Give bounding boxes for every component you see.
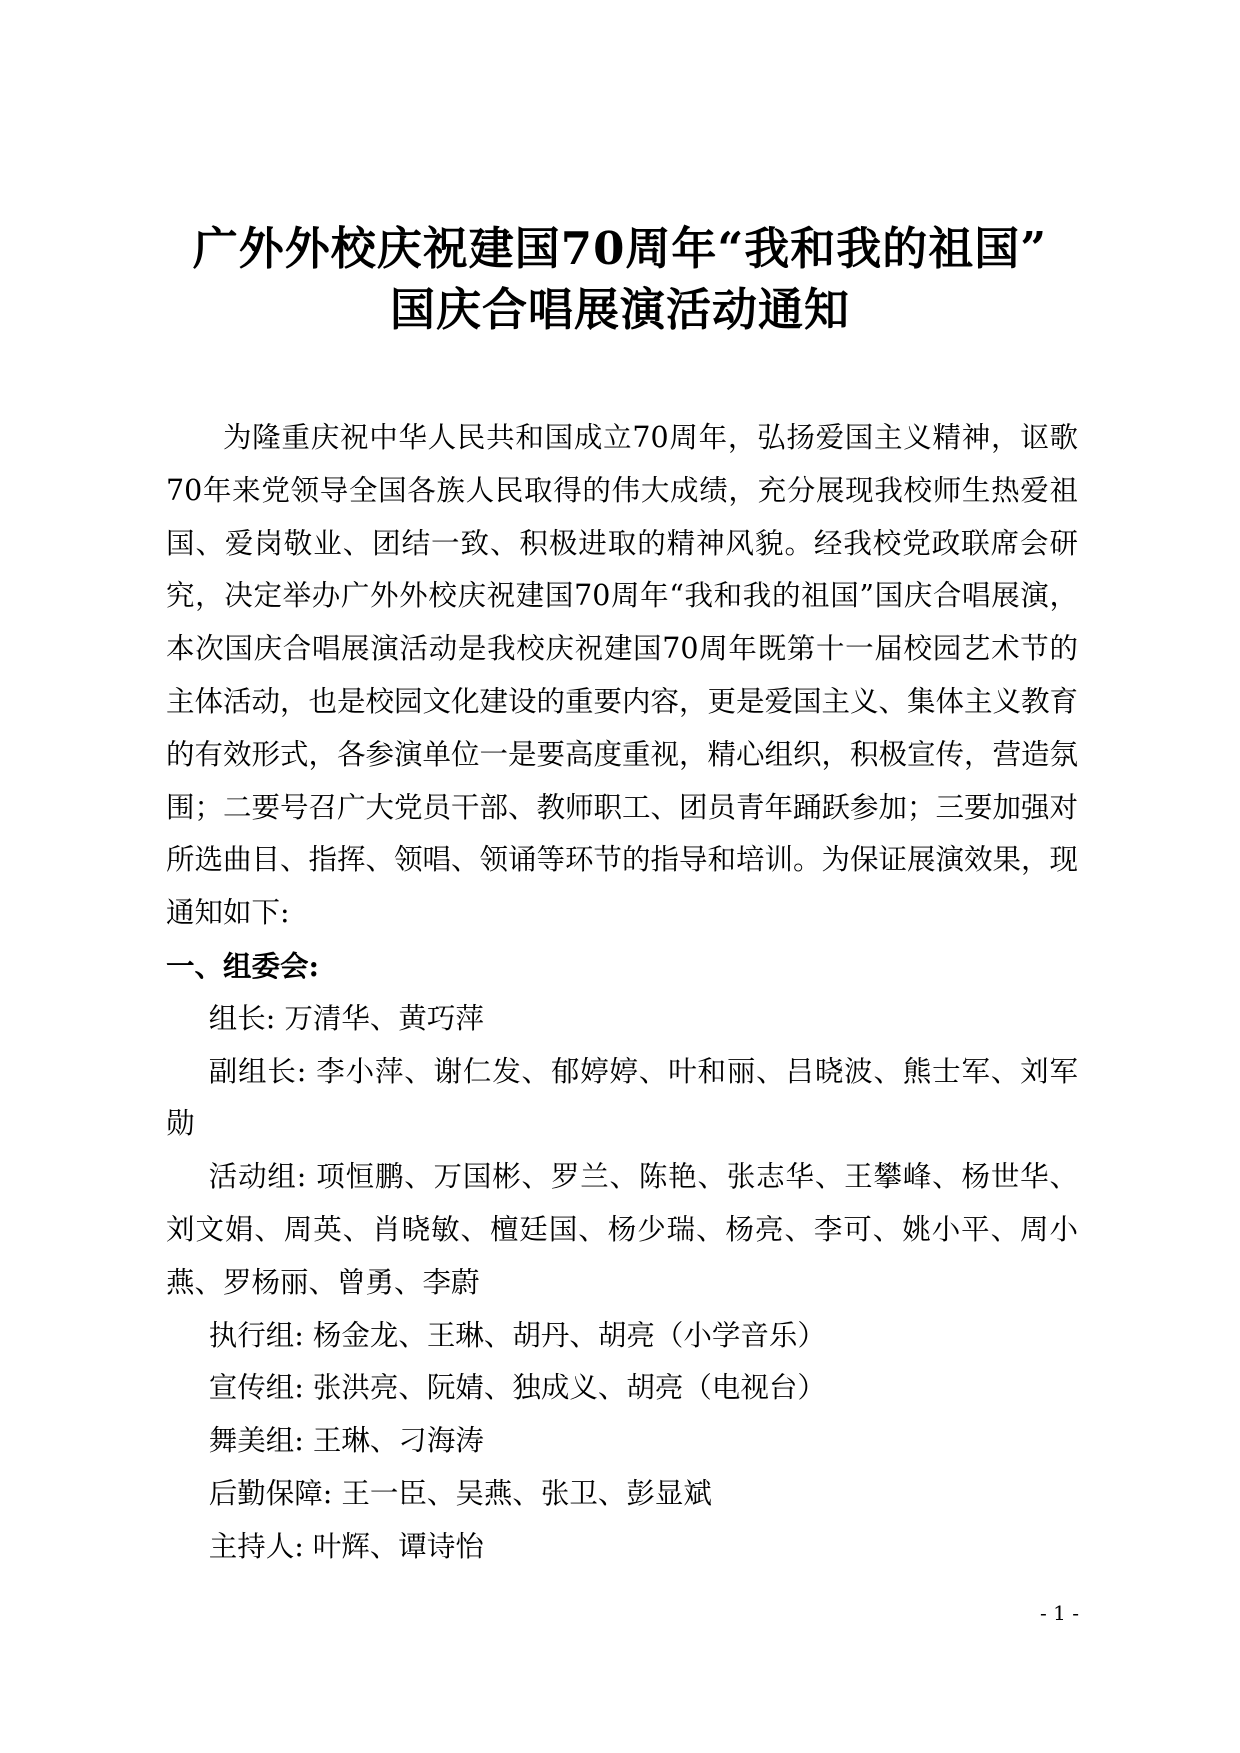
- title-line-2: 国庆合唱展演活动通知: [389, 283, 850, 336]
- committee-entry-execution: [166, 1310, 1078, 1363]
- committee-names: 王琳、刁海涛: [312, 1424, 484, 1458]
- committee-names: 李小萍、谢仁发、郁婷婷、叶和丽、吕晓波、熊士军、刘军勋: [166, 1054, 1078, 1141]
- committee-names: 王一臣、吴燕、张卫、彭显斌: [341, 1476, 712, 1510]
- committee-role: 活动组:: [208, 1160, 307, 1194]
- section-heading-committee: 一、组委会:: [166, 948, 320, 983]
- document-body: [166, 412, 1078, 1574]
- committee-names: 杨金龙、王琳、胡丹、胡亮（小学音乐）: [312, 1318, 826, 1352]
- committee-names: 叶辉、谭诗怡: [312, 1529, 484, 1563]
- committee-entry-hosts: [166, 1521, 1078, 1574]
- committee-entry-deputy: [166, 1046, 1078, 1152]
- committee-entry-logistics: [166, 1468, 1078, 1521]
- committee-role: 副组长:: [208, 1054, 307, 1088]
- committee-entry-leader: [166, 993, 1078, 1046]
- committee-role: 主持人:: [208, 1529, 304, 1563]
- intro-paragraph: 为隆重庆祝中华人民共和国成立70周年，弘扬爱国主义精神，讴歌70年来党领导全国各族人民取得的伟大成绩，充分展现我校师生热爱祖国、爱岗敬业、团结一致、积极进取的精神风貌。经我校党政联席会研究，决定举办广外外校庆祝建国70周年“我和我的祖国”国庆合唱展演，本次国庆合唱展演活动是我校庆祝建国70周年既第十一届校园艺术节的主体活动，也是校园文化建设的重要内容，更是爱国主义、集体主义教育的有效形式，各参演单位一是要高度重视，精心组织，积极宣传，营造氛围；二要号召广大党员干部、教师职工、团员青年踊跃参加；三要加强对所选曲目、指挥、领唱、领诵等环节的指导和培训。为保证展演效果，现通知如下:: [166, 421, 1079, 930]
- committee-entry-activity: [166, 1151, 1078, 1309]
- committee-role: 执行组:: [208, 1318, 304, 1352]
- committee-names: 项恒鹏、万国彬、罗兰、陈艳、张志华、王攀峰、杨世华、刘文娟、周英、肖晓敏、檀廷国、杨少瑞、杨亮、李可、姚小平、周小燕、罗杨丽、曾勇、李蔚: [166, 1160, 1078, 1299]
- committee-names: 张洪亮、阮婧、独成义、胡亮（电视台）: [312, 1371, 826, 1405]
- committee-names: 万清华、黄巧萍: [284, 1001, 484, 1035]
- committee-role: 舞美组:: [208, 1424, 304, 1458]
- committee-entry-stage: [166, 1415, 1078, 1468]
- committee-role: 宣传组:: [208, 1371, 304, 1405]
- committee-role: 后勤保障:: [208, 1476, 333, 1510]
- committee-entry-publicity: [166, 1362, 1078, 1415]
- page-number: - 1 -: [1040, 1601, 1079, 1625]
- committee-role: 组长:: [208, 1001, 276, 1035]
- title-line-1: 广外外校庆祝建国70周年“我和我的祖国”: [192, 222, 1048, 275]
